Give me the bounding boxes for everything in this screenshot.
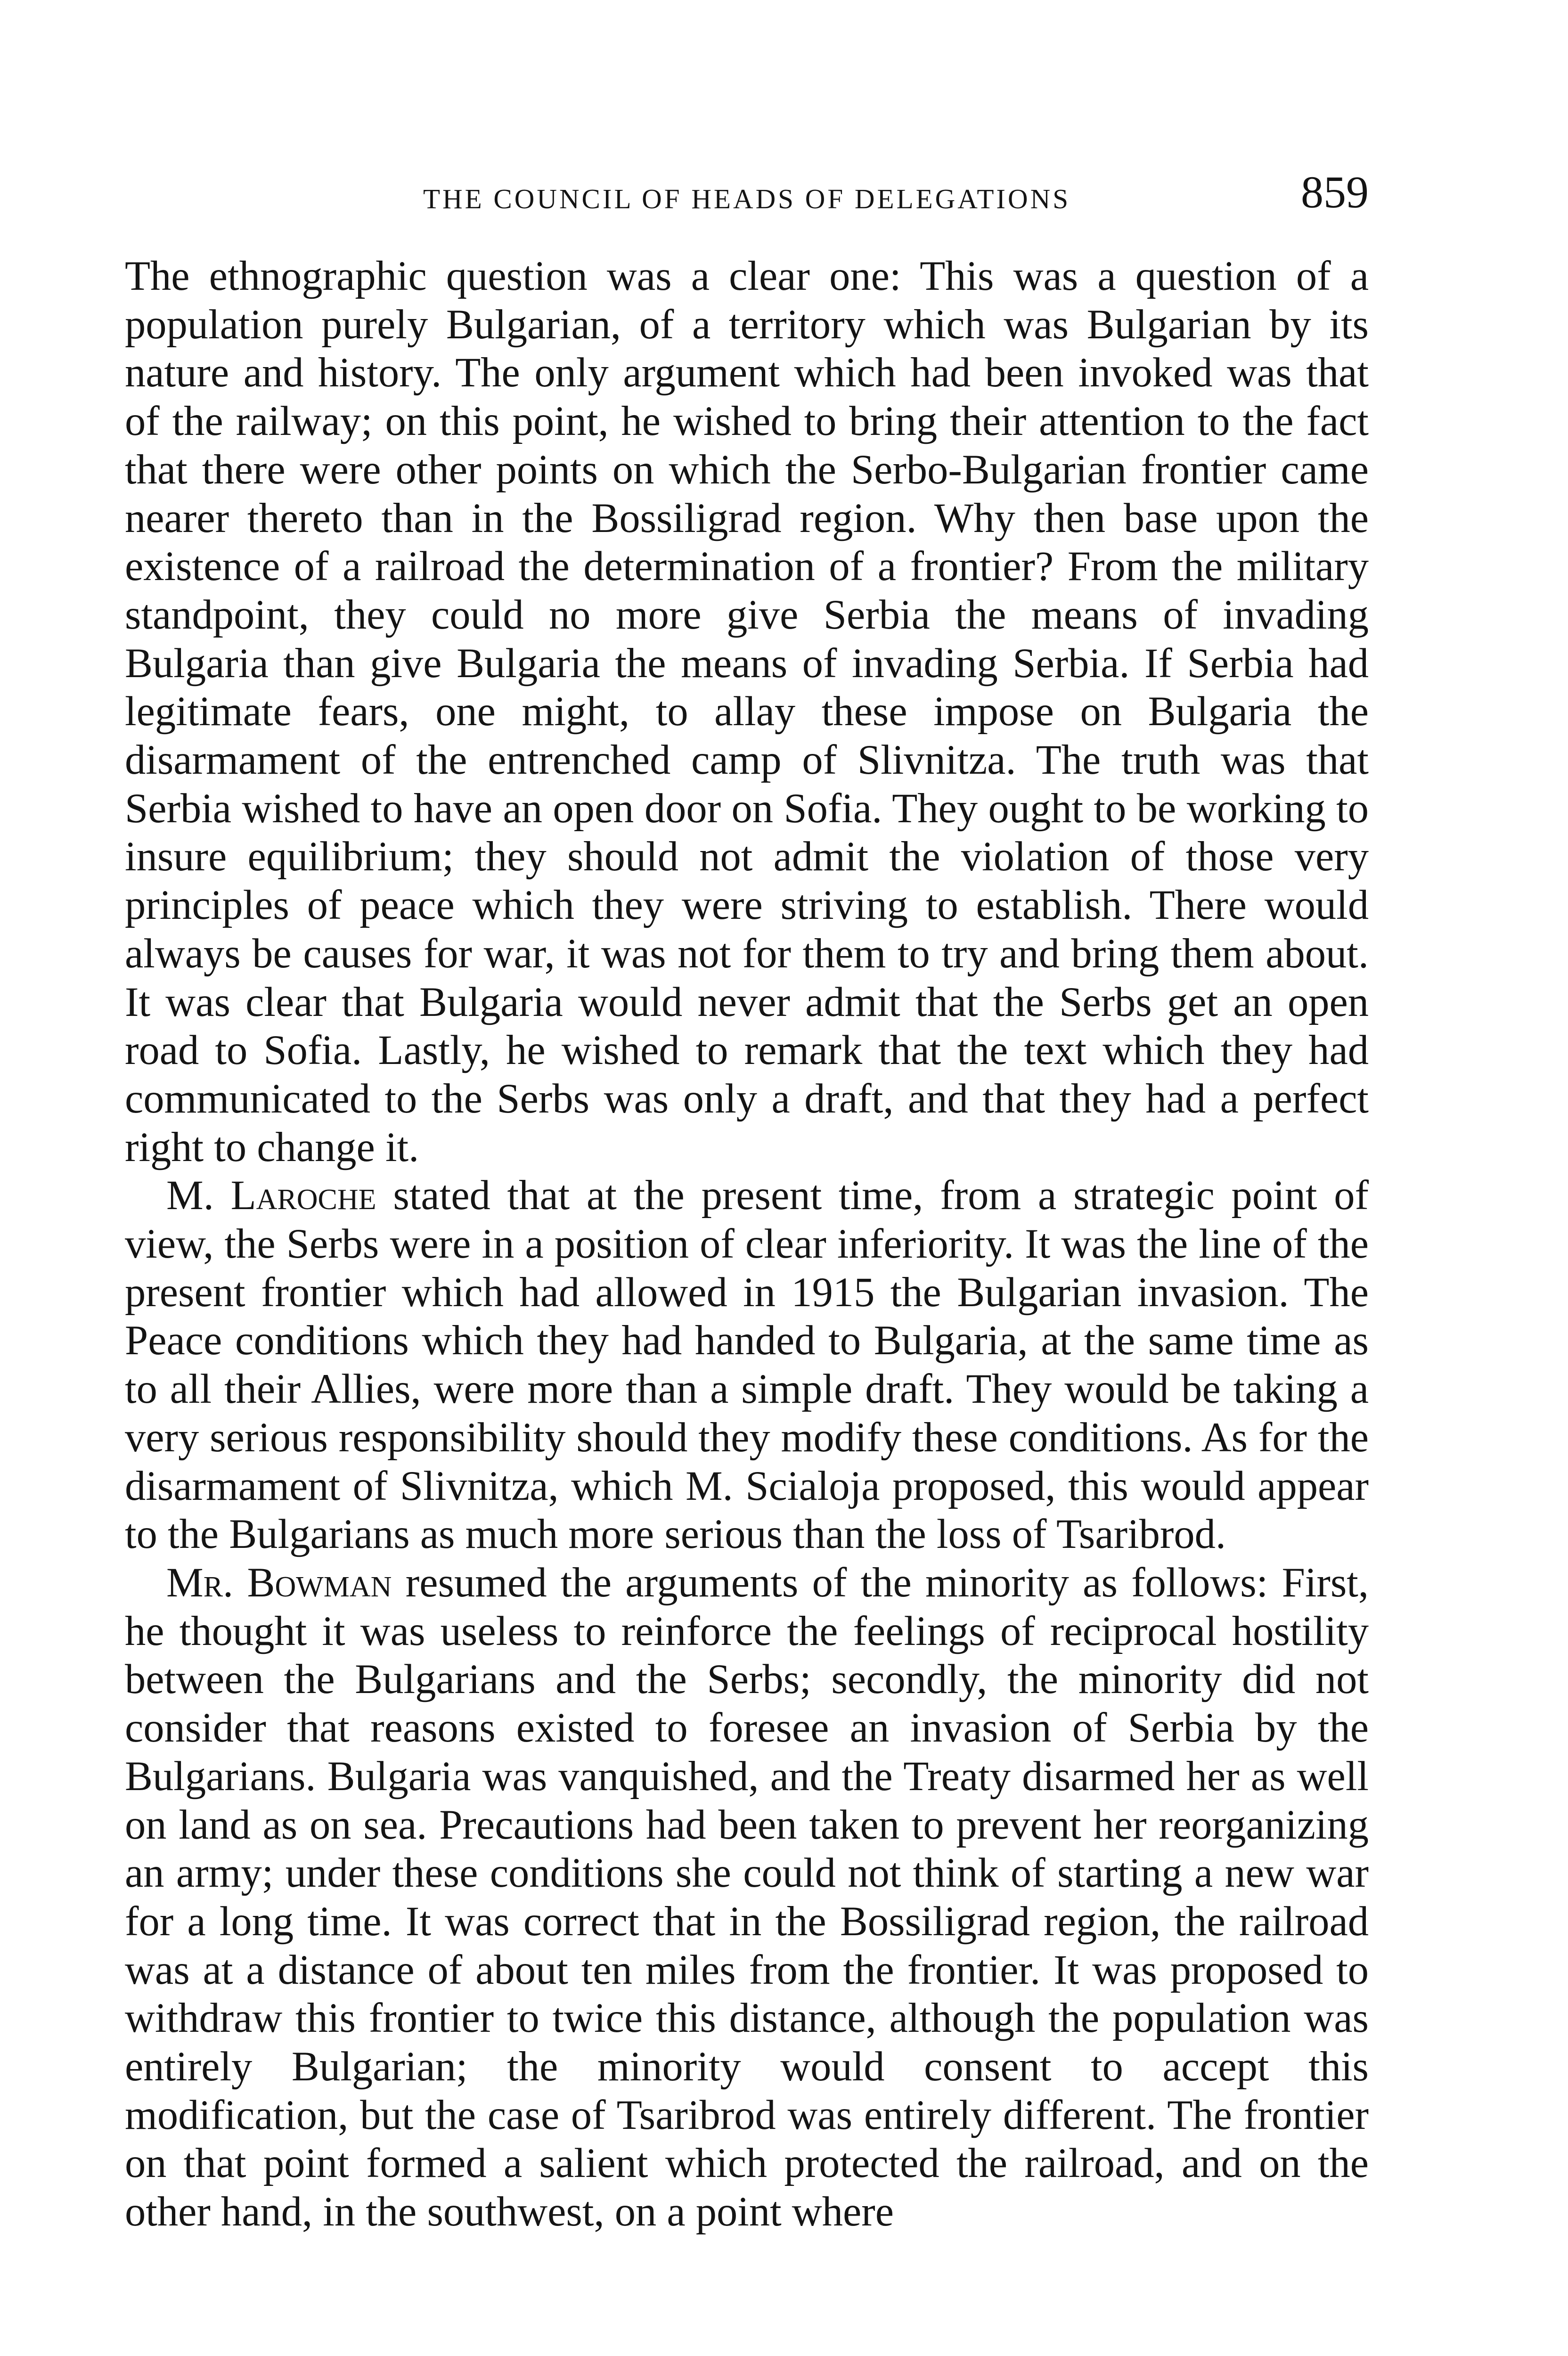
- paragraph-1-text: The ethnographic question was a clear one: This was a question of a population purely Bulgarian, of a territory which was Bulgarian by its nature and history. The only argument which had been invoked was that of the railway; on this point, he wished to bring their attention to the fact that there were other points on which the Serbo-Bulgarian frontier came nearer thereto than in the Bossiligrad region. Why then base upon the existence of a railroad the determination of a frontier? From the military standpoint, they could no more give Serbia the means of invading Bulgaria than give Bulgaria the means of invading Serbia. If Serbia had legitimate fears, one might, to allay these impose on Bulgaria the disarmament of the entrenched camp of Slivnitza. The truth was that Serbia wished to have an open door on Sofia. They ought to be working to insure equilibrium; they should not admit the violation of those very principles of peace which they were striving to establish. There would always be causes for war, it was not for them to try and bring them about. It was clear that Bulgaria would never admit that the Serbs get an open road to Sofia. Lastly, he wished to remark that the text which they had communicated to the Serbs was only a draft, and that they had a perfect right to change it.: [125, 253, 1369, 1170]
- speaker-bowman: Mr. Bowman: [166, 1559, 392, 1606]
- page-header: [125, 167, 1369, 226]
- speaker-laroche: M. Laroche: [166, 1172, 376, 1219]
- paragraph-1: [125, 252, 1369, 1171]
- paragraph-3-text: resumed the arguments of the minority as follows: First, he thought it was useless to reinforce the feelings of reciprocal hostility between the Bulgarians and the Serbs; secondly, the minority did not consider that reasons existed to foresee an invasion of Serbia by the Bulgarians. Bulgaria was vanquished, and the Treaty disarmed her as well on land as on sea. Precautions had been taken to prevent her reorganizing an army; under these conditions she could not think of starting a new war for a long time. It was correct that in the Bossiligrad region, the railroad was at a distance of about ten miles from the frontier. It was proposed to withdraw this frontier to twice this distance, although the population was entirely Bulgarian; the minority would consent to accept this modification, but the case of Tsaribrod was entirely different. The frontier on that point formed a salient which protected the railroad, and on the other hand, in the southwest, on a point where: [125, 1559, 1369, 2235]
- body-text: [125, 252, 1369, 2236]
- running-head: THE COUNCIL OF HEADS OF DELEGATIONS: [423, 183, 1071, 214]
- paragraph-3: [125, 1559, 1369, 2236]
- page-number: 859: [1301, 167, 1369, 217]
- paragraph-2: [125, 1171, 1369, 1559]
- paragraph-2-text: stated that at the present time, from a strategic point of view, the Serbs were in a position of clear inferiority. It was the line of the present frontier which had allowed in 1915 the Bulgarian invasion. The Peace conditions which they had handed to Bulgaria, at the same time as to all their Allies, were more than a simple draft. They would be taking a very serious responsibility should they modify these conditions. As for the disarmament of Slivnitza, which M. Scialoja proposed, this would appear to the Bulgarians as much more serious than the loss of Tsaribrod.: [125, 1172, 1369, 1558]
